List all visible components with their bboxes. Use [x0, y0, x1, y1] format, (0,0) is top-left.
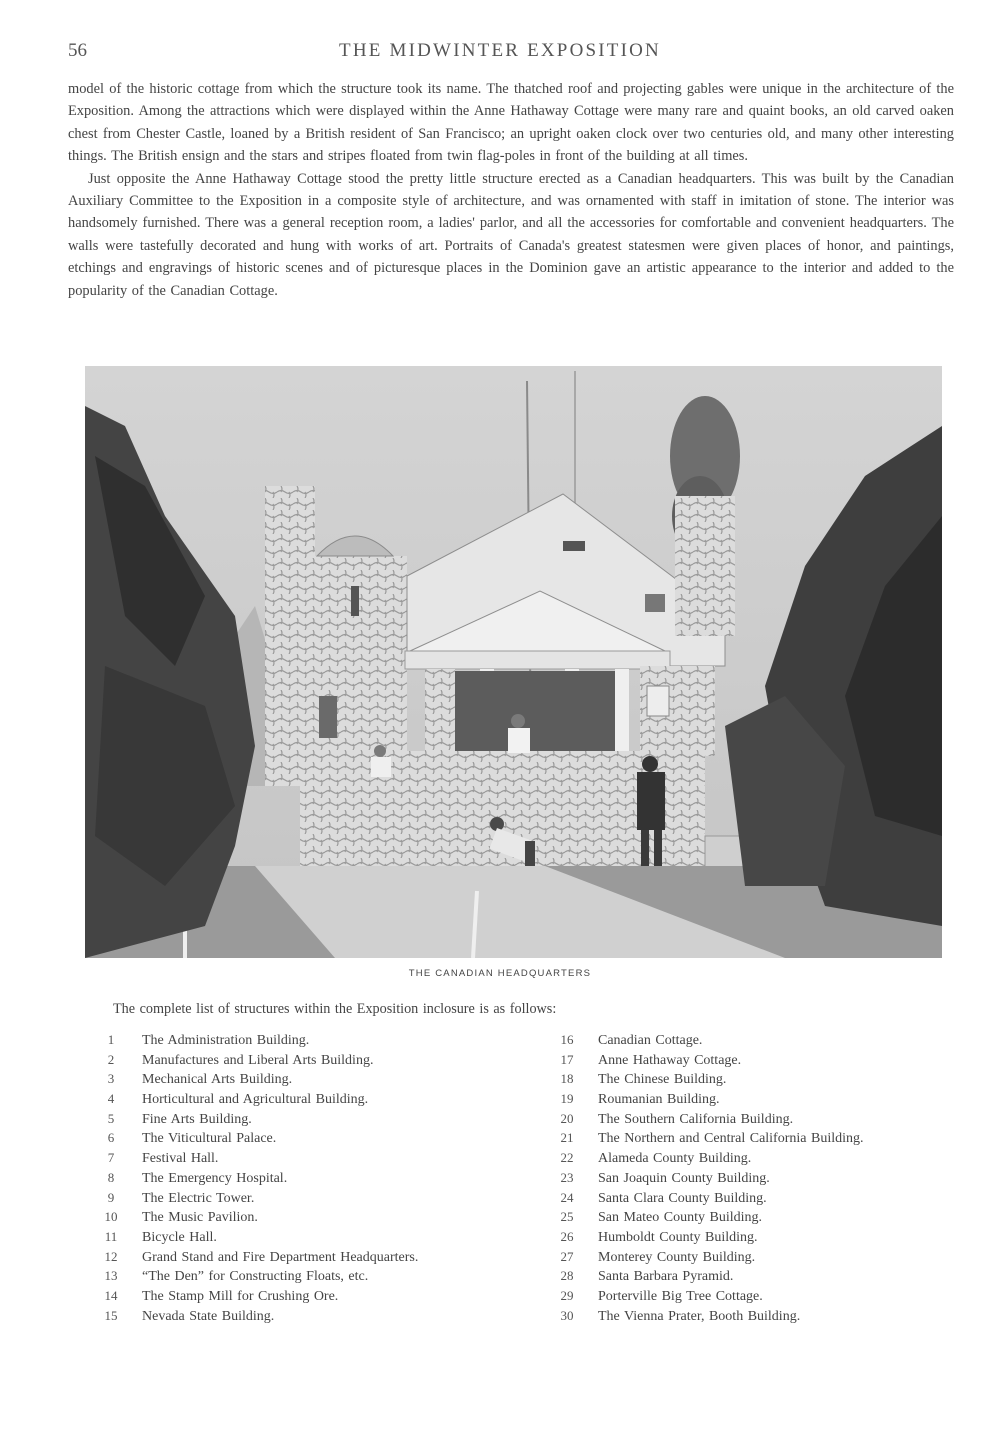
item-number: 11: [104, 1228, 118, 1244]
item-name: San Mateo County Building.: [598, 1210, 762, 1226]
item-name: “The Den” for Constructing Floats, etc.: [142, 1269, 369, 1285]
item-name: Festival Hall.: [142, 1151, 219, 1167]
paragraph: model of the historic cottage from which the structure took its name. The thatched roof and projecting gables were unique in the architecture of the Exposition. Among the attractions which were displayed within the Anne Hathaway Cottage were many rare and quaint books, an old carved oaken chest from Chester Castle, loaned by a British resident of San Francisco; an upright oaken clock over two centuries old, and many other interesting things. The British ensign and the stars and stripes floated from twin flag-poles in front of the building at all times.: [68, 81, 954, 165]
item-number: 19: [560, 1091, 574, 1107]
item-number: 3: [107, 1071, 115, 1087]
list-item: [96, 1050, 418, 1070]
item-number: 20: [560, 1110, 574, 1126]
item-name: Roumanian Building.: [598, 1092, 720, 1108]
photograph-canadian-headquarters: [85, 366, 942, 958]
item-number: 16: [560, 1032, 574, 1047]
list-item: [552, 1168, 864, 1188]
item-number: 26: [560, 1228, 574, 1244]
running-title: THE MIDWINTER EXPOSITION: [339, 40, 661, 61]
list-item: [96, 1286, 418, 1306]
item-number: 17: [560, 1051, 574, 1067]
item-name: The Chinese Building.: [598, 1072, 727, 1088]
item-name: Fine Arts Building.: [142, 1111, 252, 1127]
list-item: [96, 1207, 418, 1227]
item-name: Porterville Big Tree Cottage.: [598, 1288, 763, 1304]
item-name: Mechanical Arts Building.: [142, 1072, 293, 1088]
list-item: [552, 1128, 864, 1148]
list-item: [96, 1069, 418, 1089]
item-name: Santa Barbara Pyramid.: [598, 1269, 734, 1285]
item-name: Horticultural and Agricultural Building.: [142, 1092, 369, 1108]
list-item: [96, 1148, 418, 1168]
list-item: [552, 1148, 864, 1168]
list-item: [96, 1266, 418, 1286]
item-name: The Vienna Prater, Booth Building.: [598, 1308, 801, 1324]
item-name: The Stamp Mill for Crushing Ore.: [142, 1288, 339, 1304]
item-name: Canadian Cottage.: [598, 1033, 703, 1048]
item-number: 23: [560, 1169, 574, 1185]
item-number: 27: [560, 1248, 574, 1264]
item-number: 4: [107, 1091, 115, 1107]
item-number: 14: [104, 1287, 118, 1303]
list-item: [96, 1306, 418, 1326]
item-number: 8: [107, 1169, 115, 1185]
item-number: 6: [107, 1130, 115, 1146]
list-item: [96, 1109, 418, 1129]
item-name: Bicycle Hall.: [142, 1229, 217, 1245]
item-name: Manufactures and Liberal Arts Building.: [142, 1052, 374, 1068]
item-number: 13: [104, 1268, 118, 1284]
item-name: Humboldt County Building.: [598, 1229, 758, 1245]
item-name: The Northern and Central California Building.: [598, 1131, 864, 1147]
item-name: San Joaquin County Building.: [598, 1170, 770, 1186]
item-name: Monterey County Building.: [598, 1249, 756, 1265]
page-number: 56: [68, 40, 87, 61]
list-item: [96, 1168, 418, 1188]
list-item: [552, 1109, 864, 1129]
item-name: The Southern California Building.: [598, 1111, 794, 1127]
item-name: The Music Pavilion.: [142, 1210, 258, 1226]
structures-list-left: [96, 1030, 418, 1325]
item-number: 15: [104, 1307, 118, 1323]
item-name: The Electric Tower.: [142, 1190, 255, 1206]
item-number: 22: [560, 1150, 574, 1166]
list-item: [552, 1286, 864, 1306]
structures-list-intro: The complete list of structures within the Exposition inclosure is as follows:: [113, 1001, 557, 1017]
item-number: 28: [560, 1268, 574, 1284]
list-item: [96, 1089, 418, 1109]
item-number: 21: [560, 1130, 574, 1146]
item-number: 1: [107, 1032, 115, 1047]
item-number: 12: [104, 1248, 118, 1264]
list-item: [96, 1030, 418, 1050]
item-number: 29: [560, 1287, 574, 1303]
item-number: 9: [107, 1189, 115, 1205]
list-item: [96, 1247, 418, 1267]
list-item: [552, 1247, 864, 1267]
item-number: 18: [560, 1071, 574, 1087]
item-number: 2: [107, 1051, 115, 1067]
item-name: Anne Hathaway Cottage.: [598, 1052, 742, 1068]
body-text: [68, 78, 954, 302]
paragraph: Just opposite the Anne Hathaway Cottage stood the pretty little structure erected as a Canadian headquarters. This was built by the Canadian Auxiliary Committee to the Exposition in a composite style of architecture, and was ornamented with staff in imitation of stone. The interior was handsomely furnished. There was a general reception room, a ladies' parlor, and all the accessories for comfortable and convenient headquarters. The walls were tastefully decorated and hung with works of art. Portraits of Canada's greatest statesmen were given places of honor, and paintings, etchings and engravings of historic scenes and of picturesque places in the Dominion gave an artistic appearance to the interior and added to the popularity of the Canadian Cottage.: [68, 170, 954, 299]
list-item: [552, 1069, 864, 1089]
item-name: The Emergency Hospital.: [142, 1170, 288, 1186]
figure-caption: THE CANADIAN HEADQUARTERS: [408, 968, 592, 979]
item-number: 25: [560, 1209, 574, 1225]
list-item: [552, 1266, 864, 1286]
list-item: [552, 1050, 864, 1070]
item-name: Alameda County Building.: [598, 1151, 752, 1167]
list-item: [96, 1128, 418, 1148]
list-item: [552, 1227, 864, 1247]
item-name: Grand Stand and Fire Department Headquarters.: [142, 1249, 419, 1265]
item-number: 7: [107, 1150, 115, 1166]
item-name: Santa Clara County Building.: [598, 1190, 767, 1206]
photograph-illustration: [85, 366, 942, 958]
list-item: [96, 1188, 418, 1208]
list-item: [552, 1030, 864, 1050]
item-name: The Administration Building.: [142, 1033, 310, 1048]
list-item: [552, 1207, 864, 1227]
list-item: [552, 1306, 864, 1326]
item-number: 5: [107, 1110, 115, 1126]
list-item: [96, 1227, 418, 1247]
item-name: The Viticultural Palace.: [142, 1131, 277, 1147]
item-number: 24: [560, 1189, 574, 1205]
list-item: [552, 1089, 864, 1109]
item-name: Nevada State Building.: [142, 1308, 275, 1324]
item-number: 10: [104, 1209, 118, 1225]
structures-list-right: [552, 1030, 864, 1325]
item-number: 30: [560, 1307, 574, 1323]
list-item: [552, 1188, 864, 1208]
